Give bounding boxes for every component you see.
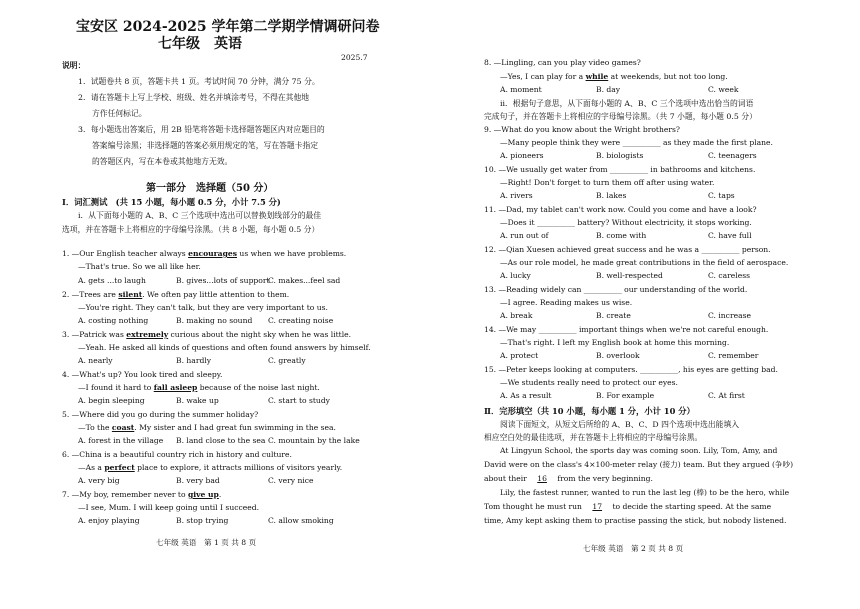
- option-c: C. have full: [708, 231, 752, 240]
- passage-line: Lily, the fastest runner, wanted to run the last leg (棒) to be the hero, while: [500, 488, 790, 497]
- option-a: A. run out of: [500, 231, 549, 240]
- option-b: B. overlook: [596, 351, 640, 360]
- option-c: C. increase: [708, 311, 751, 320]
- question-line: —I agree. Reading makes us wise.: [500, 298, 633, 307]
- option-c: C. makes...feel sad: [268, 276, 341, 285]
- section-instruction: ⅱ．根据句子意思，从下面每小题的 A、B、C 三个选项中选出恰当的词语: [500, 99, 754, 108]
- question-6: 6. —China is a beautiful country rich in history and culture.: [62, 450, 292, 459]
- question-line: —Does it __________ battery? Without electricity, it stops working.: [500, 218, 752, 227]
- option-a: A. As a result: [500, 391, 552, 400]
- question-2: 2. —Trees are silent. We often pay little attention to them.: [62, 290, 290, 299]
- note-line: 方作任何标记。: [92, 109, 147, 118]
- question-line: —You're right. They can't talk, but they are very important to us.: [78, 303, 328, 312]
- question-3: 3. —Patrick was extremely curious about the night sky when he was little.: [62, 330, 352, 339]
- passage-line: time, Amy kept asking them to practise passing the stick, but nobody listened.: [484, 516, 787, 525]
- question-9: 9. —What do you know about the Wright brothers?: [484, 125, 680, 134]
- option-c: C. greatly: [268, 356, 306, 365]
- notes-label: 说明：: [62, 61, 86, 70]
- question-5: 5. —Where did you go during the summer holiday?: [62, 410, 259, 419]
- question-7: 7. —My boy, remember never to give up.: [62, 490, 222, 499]
- question-14: 14. —We may __________ important things when we're not careful enough.: [484, 325, 769, 334]
- option-c: C. allow smoking: [268, 516, 334, 525]
- option-c: C. mountain by the lake: [268, 436, 360, 445]
- page-2: [430, 0, 860, 609]
- part-title: 第一部分 选择题（50 分）: [146, 183, 274, 194]
- passage-line: David were on the class's 4×100-meter relay (接力) team. But they argued (争吵): [484, 460, 794, 469]
- question-line: —Many people think they were __________ as they made the first plane.: [500, 138, 773, 147]
- option-b: B. wake up: [176, 396, 219, 405]
- section-instruction: 完成句子，并在答题卡上将相应的字母编号涂黑。（共 7 小题，每小题 0.5 分）: [484, 112, 757, 121]
- option-b: B. biologists: [596, 151, 644, 160]
- option-a: A. break: [500, 311, 533, 320]
- note-line: 的答题区内，写在本卷或其他地方无效。: [92, 157, 233, 166]
- question-line: —To the coast. My sister and I had great fun swimming in the sea.: [78, 423, 336, 432]
- option-b: B. create: [596, 311, 631, 320]
- option-a: A. nearly: [78, 356, 113, 365]
- option-c: C. At first: [708, 391, 745, 400]
- option-b: B. hardly: [176, 356, 212, 365]
- option-b: B. day: [596, 85, 621, 94]
- option-c: C. careless: [708, 271, 750, 280]
- question-line: —That's right. I left my English book at home this morning.: [500, 338, 730, 347]
- note-line: 1．试题卷共 8 页，答题卡共 1 页。考试时间 70 分钟，满分 75 分。: [78, 77, 320, 86]
- question-line: —That's true. So we all like her.: [78, 262, 201, 271]
- question-4: 4. —What's up? You look tired and sleepy.: [62, 370, 223, 379]
- option-a: A. gets ...to laugh: [78, 276, 146, 285]
- option-c: C. creating noise: [268, 316, 334, 325]
- option-a: A. very big: [78, 476, 120, 485]
- section-instruction: 相应空白处的最佳选项，并在答题卡上将相应的字母编号涂黑。: [484, 433, 703, 442]
- blank-17: 17: [592, 502, 603, 511]
- note-line: 2．请在答题卡上写上学校、班级、姓名并填涂考号，不得在其他地: [78, 93, 310, 102]
- option-a: A. protect: [500, 351, 539, 360]
- page-footer: 七年级 英语 第 1 页 共 8 页: [156, 538, 257, 547]
- question-12: 12. —Qian Xuesen achieved great success and he was a __________ person.: [484, 245, 771, 254]
- question-11: 11. —Dad, my tablet can't work now. Could you come and have a look?: [484, 205, 757, 214]
- option-a: A. pioneers: [500, 151, 544, 160]
- option-c: C. taps: [708, 191, 735, 200]
- note-line: 3．每小题选出答案后，用 2B 铅笔将答题卡选择题答题区内对应题目的: [78, 125, 325, 134]
- question-line: —We students really need to protect our eyes.: [500, 378, 678, 387]
- question-line: —I see, Mum. I will keep going until I succeed.: [78, 503, 259, 512]
- option-a: A. rivers: [500, 191, 533, 200]
- blank-16: 16: [537, 474, 547, 483]
- question-15: 15. —Peter keeps looking at computers. __________, his eyes are getting bad.: [484, 365, 778, 374]
- option-c: C. week: [708, 85, 739, 94]
- question-line: —As a perfect place to explore, it attracts millions of visitors yearly.: [78, 463, 343, 472]
- option-c: C. teenagers: [708, 151, 757, 160]
- option-b: B. very bad: [176, 476, 220, 485]
- page-footer: 七年级 英语 第 2 页 共 8 页: [583, 544, 684, 553]
- option-b: B. gives...lots of support: [176, 276, 270, 285]
- option-b: B. stop trying: [176, 516, 229, 525]
- option-a: A. forest in the village: [78, 436, 164, 445]
- option-b: B. come with: [596, 231, 647, 240]
- exam-date: 2025.7: [341, 53, 368, 62]
- section-instruction: 选项，并在答题卡上将相应的字母编号涂黑。（共 8 小题，每小题 0.5 分）: [62, 225, 320, 234]
- option-a: A. lucky: [500, 271, 531, 280]
- question-13: 13. —Reading widely can __________ our understanding of the world.: [484, 285, 748, 294]
- question-line: —Right! Don't forget to turn them off after using water.: [500, 178, 715, 187]
- option-a: A. costing nothing: [78, 316, 149, 325]
- option-a: A. enjoy playing: [78, 516, 140, 525]
- section-instruction: ⅰ．从下面每小题的 A、B、C 三个选项中选出可以替换划线部分的最佳: [78, 211, 322, 220]
- option-a: A. moment: [500, 85, 542, 94]
- section-instruction: 阅读下面短文，从短文后所给的 A、B、C、D 四个选项中选出能填入: [500, 420, 740, 429]
- section-heading: Ⅱ．完形填空（共 10 小题，每小题 1 分，小计 10 分）: [484, 406, 695, 416]
- exam-subtitle: 七年级 英语: [158, 36, 242, 52]
- question-line: —Yeah. He asked all kinds of questions and often found answers by himself.: [78, 343, 371, 352]
- note-line: 答案编号涂黑；非选择题的答案必须用规定的笔，写在答题卡指定: [92, 141, 319, 150]
- passage-line: At Lingyun School, the sports day was coming soon. Lily, Tom, Amy, and: [500, 446, 778, 455]
- passage-line: Tom thought he must run 17 to decide the starting speed. At the same: [484, 502, 772, 511]
- option-c: C. start to study: [268, 396, 330, 405]
- question-8: 8. —Lingling, can you play video games?: [484, 58, 641, 67]
- option-b: B. well-respected: [596, 271, 663, 280]
- option-b: B. land close to the sea: [176, 436, 266, 445]
- question-line: —I found it hard to fall asleep because of the noise last night.: [78, 383, 320, 392]
- option-b: B. For example: [596, 391, 655, 400]
- section-heading: Ⅰ．词汇测试 (共 15 小题，每小题 0.5 分，小计 7.5 分): [62, 197, 281, 207]
- option-c: C. very nice: [268, 476, 314, 485]
- option-b: B. lakes: [596, 191, 627, 200]
- question-line: —Yes, I can play for a while at weekends, but not too long.: [500, 72, 728, 81]
- passage-line: about their 16 from the very beginning.: [484, 474, 653, 483]
- question-line: —As our role model, he made great contributions in the field of aerospace.: [500, 258, 789, 267]
- option-c: C. remember: [708, 351, 759, 360]
- question-1: 1. —Our English teacher always encourages us when we have problems.: [62, 249, 347, 258]
- question-10: 10. —We usually get water from __________ in bathrooms and kitchens.: [484, 165, 756, 174]
- exam-title: 宝安区 2024-2025 学年第二学期学情调研问卷: [76, 19, 380, 35]
- option-b: B. making no sound: [176, 316, 253, 325]
- option-a: A. begin sleeping: [78, 396, 145, 405]
